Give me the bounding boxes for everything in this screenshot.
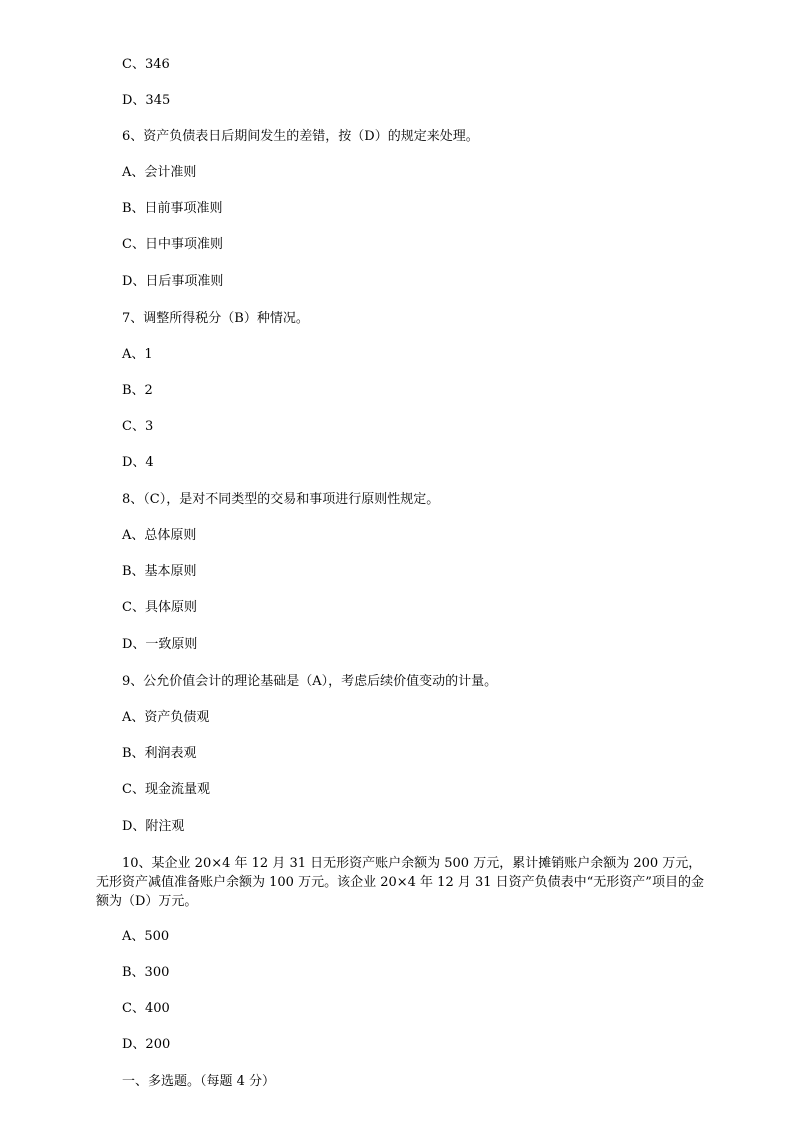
question-6: 6、资产负债表日后期间发生的差错，按（D）的规定来处理。 bbox=[122, 129, 479, 144]
question-8-option-a: A、总体原则 bbox=[122, 528, 197, 543]
question-10-option-b: B、300 bbox=[122, 965, 170, 980]
question-8-option-b: B、基本原则 bbox=[122, 564, 197, 579]
question-9-option-a: A、资产负债观 bbox=[122, 710, 210, 725]
question-10: 10、某企业 20×4 年 12 月 31 日无形资产账户余额为 500 万元，累计摊销账户余额为 200 万元，无形资产减值准备账户余额为 100 万元。该企业 20×4 年 12 月 31 日资产负债表中“无形资产”项目的金额为（D）万元。 bbox=[96, 856, 704, 909]
question-9-option-c: C、现金流量观 bbox=[122, 782, 210, 797]
question-6-option-b: B、日前事项准则 bbox=[122, 201, 223, 216]
question-9-option-d: D、附注观 bbox=[122, 819, 185, 834]
question-6-option-c: C、日中事项准则 bbox=[122, 237, 223, 252]
question-7-option-a: A、1 bbox=[122, 347, 153, 362]
option-d-345: D、345 bbox=[122, 93, 171, 108]
question-10-option-a: A、500 bbox=[122, 929, 170, 944]
question-7-option-d: D、4 bbox=[122, 455, 154, 470]
question-9-option-b: B、利润表观 bbox=[122, 746, 197, 761]
option-c-346: C、346 bbox=[122, 57, 170, 72]
question-7: 7、调整所得税分（B）种情况。 bbox=[122, 311, 309, 326]
question-6-option-d: D、日后事项准则 bbox=[122, 274, 224, 289]
question-10-option-c: C、400 bbox=[122, 1001, 170, 1016]
question-7-option-b: B、2 bbox=[122, 383, 153, 398]
section-heading-multiple-choice: 一、多选题。（每题 4 分） bbox=[122, 1074, 276, 1089]
question-6-option-a: A、会计准则 bbox=[122, 165, 197, 180]
question-8-option-d: D、一致原则 bbox=[122, 637, 198, 652]
question-8-option-c: C、具体原则 bbox=[122, 600, 197, 615]
question-7-option-c: C、3 bbox=[122, 419, 154, 434]
question-10-option-d: D、200 bbox=[122, 1037, 171, 1052]
question-9: 9、公允价值会计的理论基础是（A），考虑后续价值变动的计量。 bbox=[122, 674, 498, 689]
question-8: 8、（C），是对不同类型的交易和事项进行原则性规定。 bbox=[122, 492, 440, 507]
